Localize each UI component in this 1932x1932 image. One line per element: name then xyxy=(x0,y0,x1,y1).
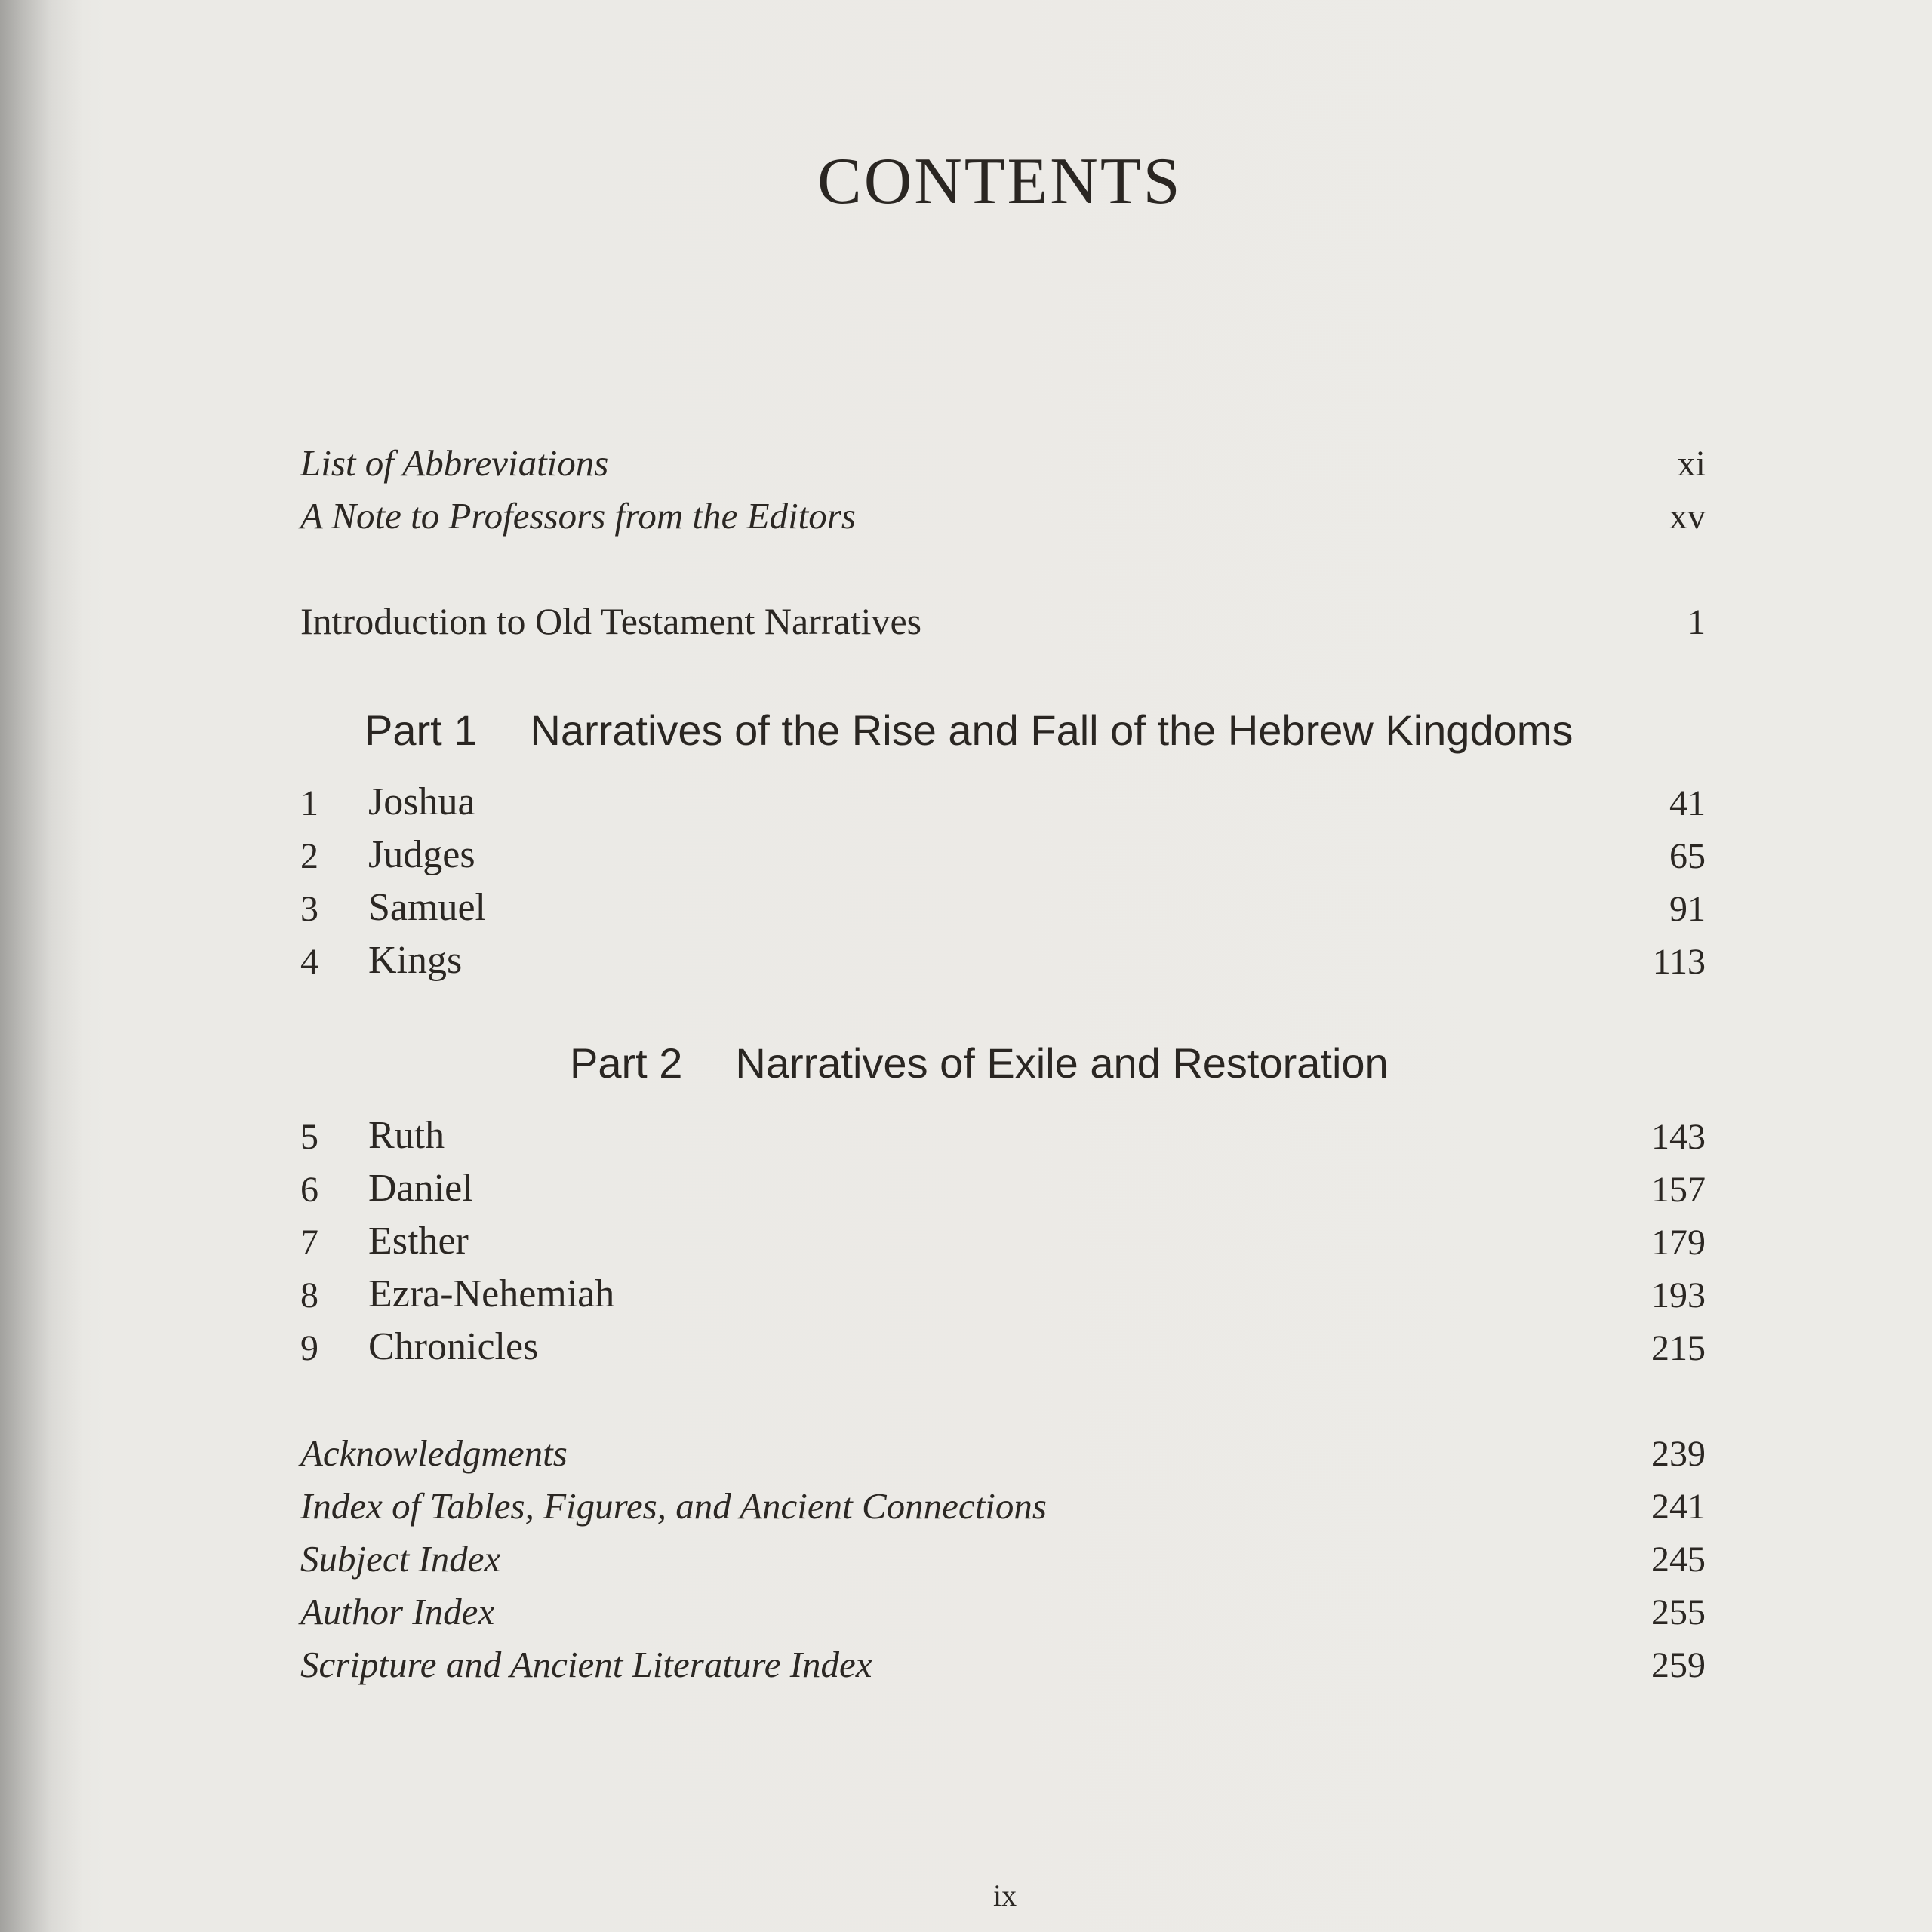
chapter-name: Kings xyxy=(368,939,463,982)
spine-shadow xyxy=(0,0,83,1932)
toc-entry-label: Index of Tables, Figures, and Ancient Connections xyxy=(300,1485,1047,1527)
chapter-entry xyxy=(300,936,1706,989)
chapter-entry xyxy=(300,830,1706,883)
chapter-number: 8 xyxy=(300,1275,318,1315)
toc-entry-abbreviations xyxy=(300,438,1706,491)
chapter-entry xyxy=(300,1322,1706,1375)
page-title: CONTENTS xyxy=(817,145,1183,218)
toc-entry-label: A Note to Professors from the Editors xyxy=(300,495,856,537)
part-label: Part 2 xyxy=(570,1039,683,1087)
toc-entry-page: 239 xyxy=(1651,1434,1706,1474)
chapter-number: 6 xyxy=(300,1170,318,1210)
toc-entry-acknowledgments xyxy=(300,1428,1706,1481)
chapter-page: 91 xyxy=(1669,889,1706,929)
part-label: Part 1 xyxy=(365,706,478,754)
part-title: Narratives of Exile and Restoration xyxy=(735,1039,1389,1087)
toc-entry-page: 259 xyxy=(1651,1645,1706,1685)
chapter-page: 41 xyxy=(1669,783,1706,823)
chapter-page: 143 xyxy=(1651,1117,1706,1157)
toc-entry-index-tables xyxy=(300,1481,1706,1534)
chapter-name: Daniel xyxy=(368,1167,473,1210)
chapter-number: 1 xyxy=(300,783,318,823)
chapter-entry xyxy=(300,1111,1706,1164)
part-2-heading xyxy=(570,1038,1389,1088)
toc-entry-note-to-professors xyxy=(300,491,1706,543)
toc-entry-subject-index xyxy=(300,1534,1706,1586)
chapter-number: 7 xyxy=(300,1223,318,1263)
toc-entry-author-index xyxy=(300,1586,1706,1639)
toc-entry-page: xi xyxy=(1677,444,1706,484)
toc-entry-label: Introduction to Old Testament Narratives xyxy=(300,600,922,642)
toc-entry-page: 241 xyxy=(1651,1487,1706,1527)
part-1-heading xyxy=(365,706,1573,755)
chapter-name: Esther xyxy=(368,1220,469,1263)
toc-entry-label: Author Index xyxy=(300,1591,495,1632)
toc-entry-introduction xyxy=(300,596,1706,649)
toc-entry-label: Scripture and Ancient Literature Index xyxy=(300,1644,872,1685)
page-number: ix xyxy=(993,1878,1017,1912)
toc-entry-page: xv xyxy=(1669,497,1706,537)
chapter-number: 2 xyxy=(300,836,318,876)
chapter-page: 157 xyxy=(1651,1170,1706,1210)
chapter-name: Judges xyxy=(368,833,475,876)
chapter-number: 5 xyxy=(300,1117,318,1157)
chapter-page: 193 xyxy=(1651,1275,1706,1315)
chapter-name: Samuel xyxy=(368,886,486,929)
chapter-entry xyxy=(300,1269,1706,1322)
toc-entry-scripture-index xyxy=(300,1639,1706,1692)
toc-entry-page: 1 xyxy=(1687,602,1706,642)
chapter-number: 4 xyxy=(300,942,318,982)
chapter-entry xyxy=(300,1164,1706,1217)
part-title: Narratives of the Rise and Fall of the Hebrew Kingdoms xyxy=(530,706,1574,754)
chapter-page: 65 xyxy=(1669,836,1706,876)
chapter-name: Ezra-Nehemiah xyxy=(368,1272,615,1315)
chapter-number: 3 xyxy=(300,889,318,929)
chapter-number: 9 xyxy=(300,1328,318,1368)
toc-entry-page: 245 xyxy=(1651,1540,1706,1580)
chapter-name: Chronicles xyxy=(368,1325,539,1368)
chapter-page: 113 xyxy=(1652,942,1706,982)
toc-entry-page: 255 xyxy=(1651,1592,1706,1632)
chapter-page: 179 xyxy=(1651,1223,1706,1263)
toc-entry-label: Acknowledgments xyxy=(300,1432,568,1474)
chapter-entry xyxy=(300,1217,1706,1269)
toc-entry-label: List of Abbreviations xyxy=(300,442,609,484)
chapter-entry xyxy=(300,883,1706,936)
chapter-name: Joshua xyxy=(368,780,475,823)
chapter-entry xyxy=(300,777,1706,830)
chapter-page: 215 xyxy=(1651,1328,1706,1368)
chapter-name: Ruth xyxy=(368,1114,445,1157)
toc-entry-label: Subject Index xyxy=(300,1538,501,1580)
